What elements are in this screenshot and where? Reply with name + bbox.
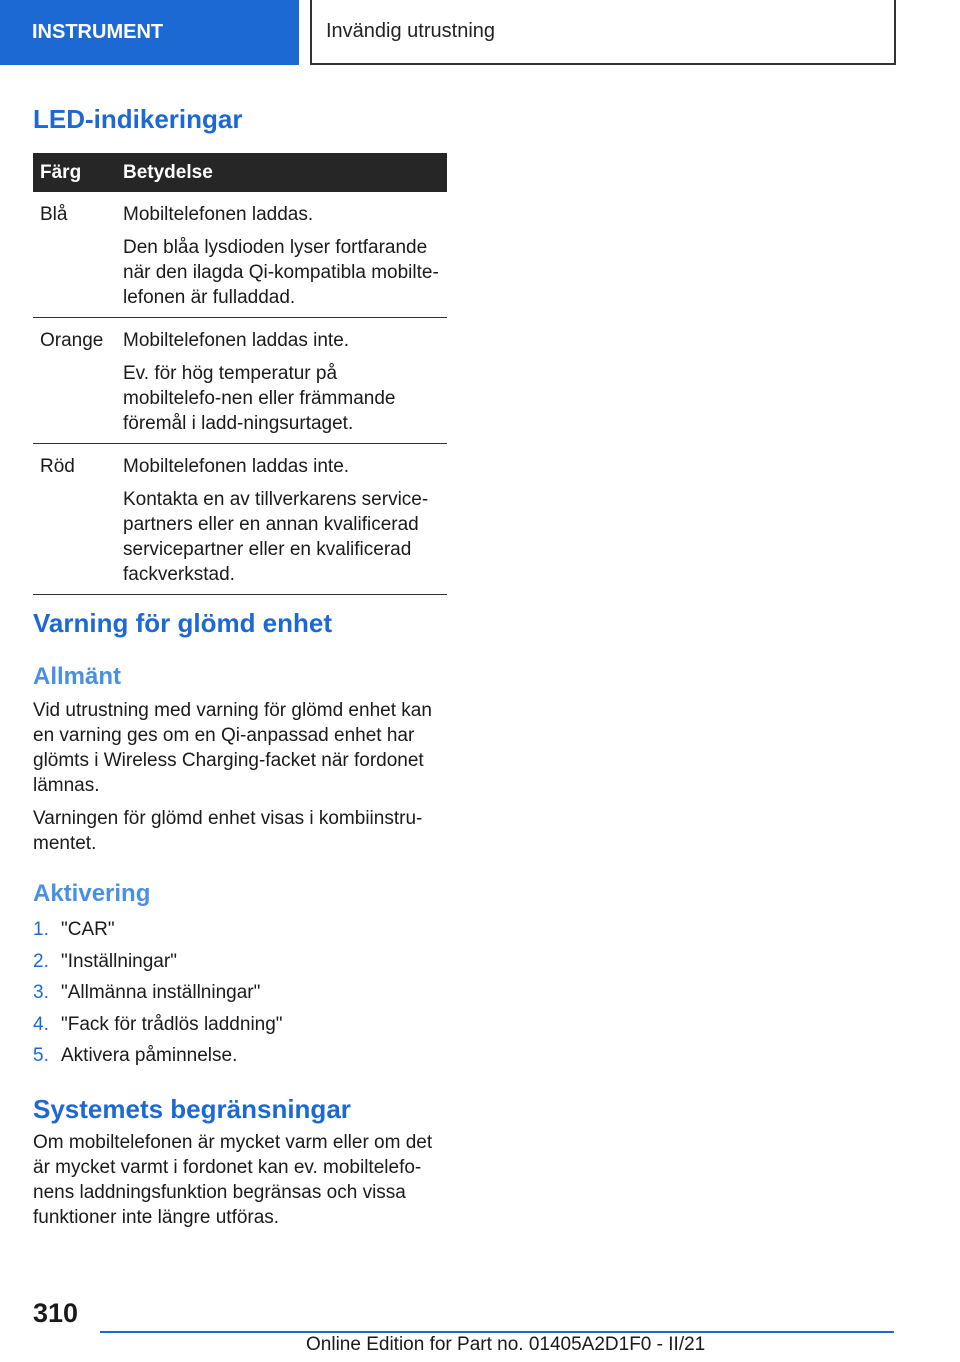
edition-text: Online Edition for Part no. 01405A2D1F0 - II/21 (306, 1334, 706, 1355)
color-label: Blå (40, 204, 68, 225)
row-color (33, 444, 123, 595)
detail-text: Kontakta en av tillverkarens service-partners eller en annan kvalificerad servicepartner eller en kvalificerad fackverkstad. (123, 489, 429, 585)
step-number: 4. (33, 1013, 49, 1035)
row-meaning (123, 444, 447, 595)
page-number: 310 (33, 1298, 79, 1328)
table-header-row (33, 153, 447, 192)
step-number: 1. (33, 919, 49, 940)
step-text: Aktivera påminnelse. (61, 1045, 238, 1066)
step-text: "Fack för trådlös laddning" (61, 1013, 283, 1035)
step-number: 3. (33, 982, 49, 1003)
warning-title: Varning för glömd enhet (33, 608, 333, 638)
activation-steps (33, 914, 447, 1072)
status-text: Mobiltelefonen laddas inte. (123, 330, 350, 351)
column-header-meaning: Betydelse (123, 153, 447, 192)
led-table (33, 153, 447, 595)
step-number: 2. (33, 950, 49, 972)
step-text: "Inställningar" (61, 950, 177, 972)
color-label: Röd (40, 456, 75, 477)
table-row (33, 192, 447, 318)
table-row (33, 318, 447, 444)
limits-paragraph: Om mobiltelefonen är mycket varm eller om det är mycket varmt i fordonet kan ev. mobiltelefo-nens laddningsfunktion begränsas och vissa funktioner inte längre utföras. (33, 1132, 433, 1228)
step-number: 5. (33, 1045, 49, 1066)
general-paragraph-2: Varningen för glömd enhet visas i kombiinstru-mentet. (33, 808, 423, 854)
detail-text: Den blåa lysdioden lyser fortfarande när den ilagda Qi-kompatibla mobilte-lefonen är fulladdad. (123, 237, 439, 308)
status-text: Mobiltelefonen laddas inte. (123, 456, 350, 477)
color-label: Orange (40, 330, 104, 351)
row-color (33, 318, 123, 444)
general-heading: Allmänt (33, 663, 122, 690)
step-text: "CAR" (61, 919, 115, 940)
chapter-label: Invändig utrustning (326, 20, 496, 42)
activation-heading: Aktivering (33, 880, 151, 907)
section-label: INSTRUMENT (32, 21, 164, 43)
list-item (33, 946, 447, 978)
list-item (33, 914, 447, 946)
step-text: "Allmänna inställningar" (61, 982, 261, 1003)
status-text: Mobiltelefonen laddas. (123, 204, 314, 225)
list-item (33, 977, 447, 1009)
footer-divider (100, 1331, 894, 1333)
general-paragraph-1: Vid utrustning med varning för glömd enhet kan en varning ges om en Qi-anpassad enhet har glömts i Wireless Charging-facket när fordonet lämnas. (33, 700, 432, 796)
detail-text: Ev. för hög temperatur på mobiltelefo-nen eller främmande föremål i ladd-ningsurtaget. (123, 363, 396, 434)
row-color (33, 192, 123, 318)
list-item (33, 1040, 447, 1072)
section-tab (0, 0, 299, 65)
row-meaning (123, 192, 447, 318)
limits-title: Systemets begränsningar (33, 1094, 351, 1124)
led-title: LED-indikeringar (33, 104, 243, 134)
chapter-tab (310, 0, 896, 65)
table-row (33, 444, 447, 595)
row-meaning (123, 318, 447, 444)
column-header-color: Färg (33, 153, 123, 192)
list-item (33, 1009, 447, 1041)
